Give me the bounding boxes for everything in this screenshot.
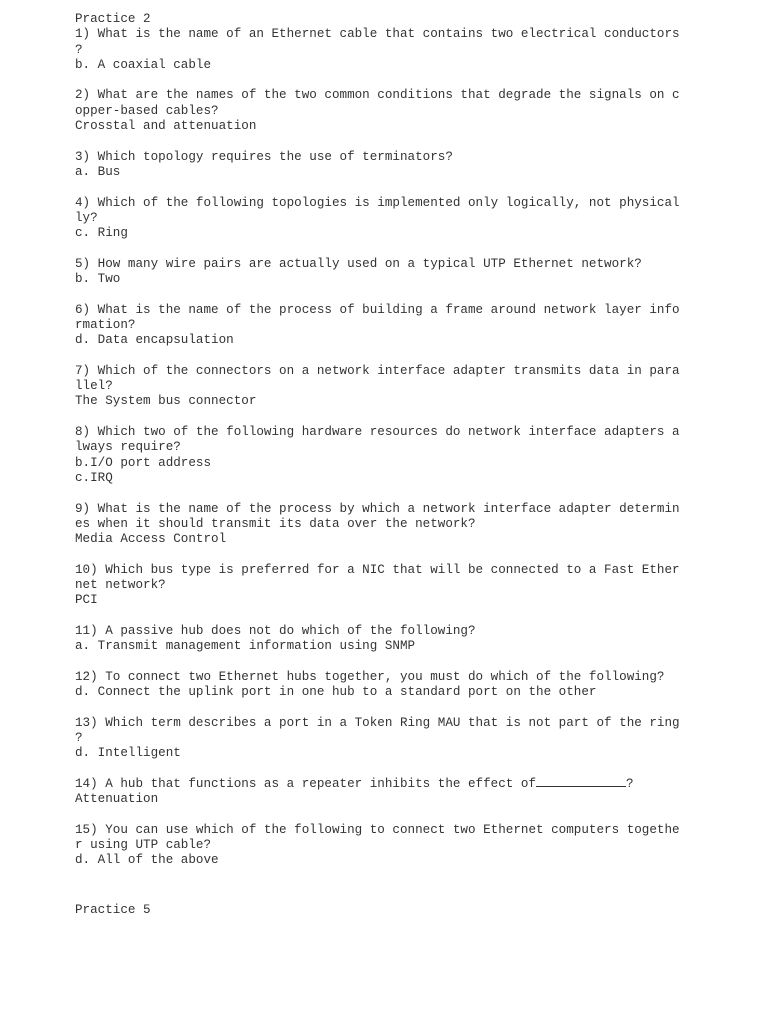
question-suffix: ?	[626, 776, 634, 791]
question-text: rmation?	[75, 317, 136, 332]
question-text: 2) What are the names of the two common conditions that degrade the signals on c	[75, 88, 680, 103]
question-text: 8) Which two of the following hardware resources do network interface adapters a	[75, 425, 680, 440]
question-text: 11) A passive hub does not do which of the following?	[75, 623, 476, 638]
question-text: 10) Which bus type is preferred for a NIC that will be connected to a Fast Ether	[75, 562, 680, 577]
question-prefix: 14) A hub that functions as a repeater inhibits the effect of	[75, 776, 537, 791]
answer-text: a. Bus	[75, 164, 121, 179]
question-text: 5) How many wire pairs are actually used on a typical UTP Ethernet network?	[75, 256, 642, 271]
answer-text: b.I/O port address	[75, 455, 212, 470]
question-7	[75, 364, 715, 410]
question-text: opper-based cables?	[75, 103, 219, 118]
question-text: 1) What is the name of an Ethernet cable that contains two electrical conductors	[75, 27, 680, 42]
question-text: 15) You can use which of the following to connect two Ethernet computers togethe	[75, 822, 680, 837]
answer-text: d. All of the above	[75, 853, 219, 868]
question-12	[75, 670, 715, 701]
question-text: 7) Which of the connectors on a network interface adapter transmits data in para	[75, 363, 680, 378]
question-2	[75, 88, 715, 134]
section-footer	[75, 903, 715, 918]
section-heading: Practice 5	[75, 903, 151, 917]
question-10	[75, 563, 715, 609]
question-15	[75, 823, 715, 869]
question-text: ?	[75, 730, 83, 745]
answer-text: Attenuation	[75, 792, 159, 807]
answer-text: b. A coaxial cable	[75, 57, 212, 72]
question-text: r using UTP cable?	[75, 838, 212, 853]
question-8	[75, 425, 715, 486]
answer-text: a. Transmit management information using SNMP	[75, 639, 416, 654]
question-text	[75, 777, 715, 792]
question-text: 4) Which of the following topologies is implemented only logically, not physical	[75, 195, 680, 210]
question-text: ly?	[75, 210, 98, 225]
question-text: ?	[75, 42, 83, 57]
answer-text: d. Intelligent	[75, 746, 181, 761]
question-text: lways require?	[75, 440, 181, 455]
question-text: 3) Which topology requires the use of terminators?	[75, 149, 453, 164]
question-3	[75, 150, 715, 181]
question-text: llel?	[75, 379, 113, 394]
answer-text: d. Connect the uplink port in one hub to a standard port on the other	[75, 685, 597, 700]
fill-in-blank	[536, 777, 626, 787]
answer-text: c. Ring	[75, 226, 128, 241]
question-1	[75, 27, 715, 73]
question-4	[75, 196, 715, 242]
page-title: Practice 2	[75, 12, 151, 26]
question-13	[75, 716, 715, 762]
document-page	[75, 12, 715, 884]
question-text: 13) Which term describes a port in a Token Ring MAU that is not part of the ring	[75, 715, 680, 730]
question-11	[75, 624, 715, 655]
answer-text: The System bus connector	[75, 394, 257, 409]
question-text: 12) To connect two Ethernet hubs together, you must do which of the following?	[75, 669, 665, 684]
answer-text: b. Two	[75, 272, 121, 287]
question-5	[75, 257, 715, 288]
question-text: es when it should transmit its data over the network?	[75, 516, 476, 531]
answer-text: Crosstal and attenuation	[75, 119, 257, 134]
answer-text: c.IRQ	[75, 470, 113, 485]
question-9	[75, 502, 715, 548]
answer-text: Media Access Control	[75, 532, 227, 547]
answer-text: PCI	[75, 593, 98, 608]
question-14	[75, 777, 715, 808]
question-text: 9) What is the name of the process by which a network interface adapter determin	[75, 501, 680, 516]
question-6	[75, 303, 715, 349]
answer-text: d. Data encapsulation	[75, 333, 234, 348]
question-text: 6) What is the name of the process of building a frame around network layer info	[75, 302, 680, 317]
question-text: net network?	[75, 577, 166, 592]
